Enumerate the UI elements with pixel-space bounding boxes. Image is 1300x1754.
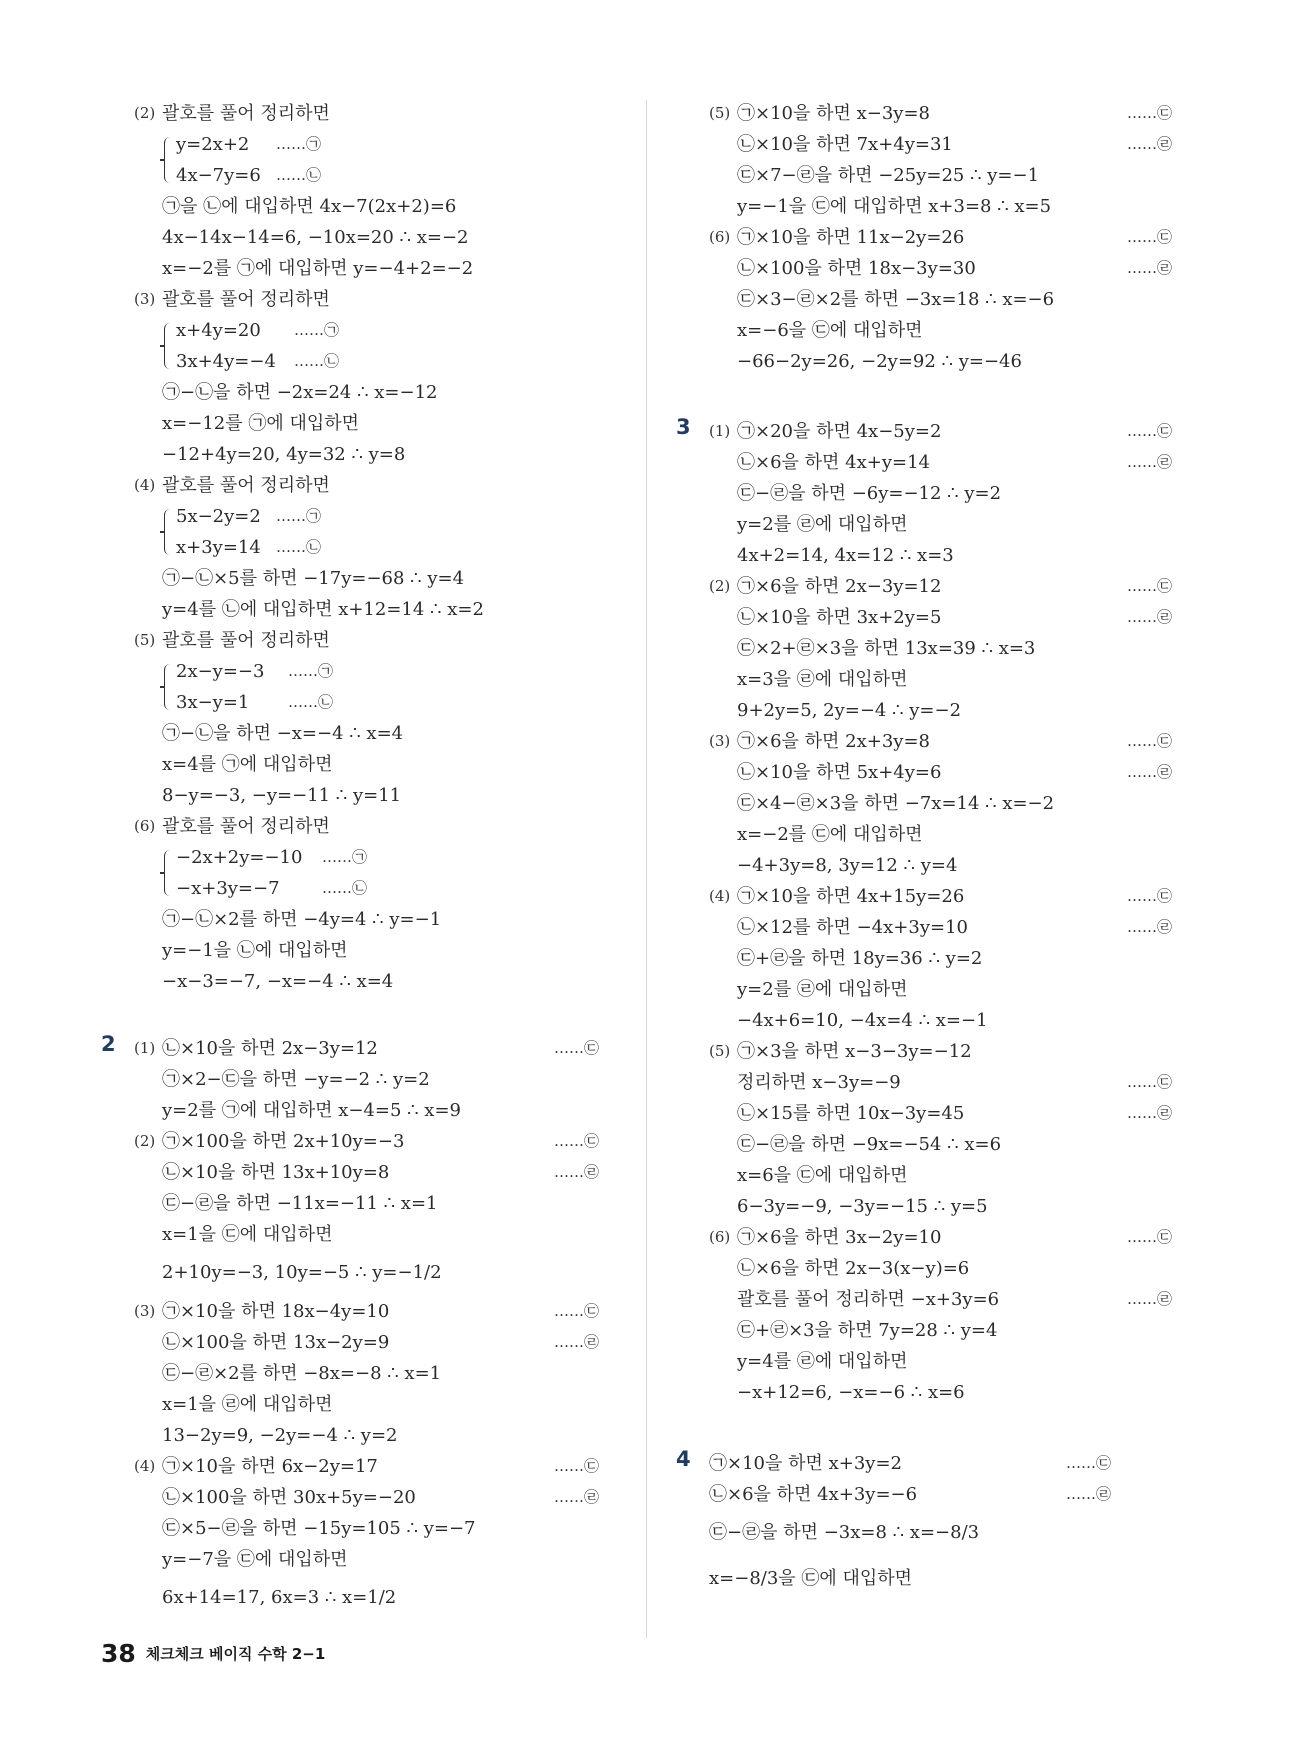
column-divider	[646, 100, 647, 1638]
sub-label: (4)	[709, 887, 731, 905]
sub-1	[101, 1033, 600, 1126]
equation-tag: ……㉠	[276, 507, 322, 525]
text-line: 8−y=−3, −y=−11 ∴ y=11	[162, 785, 402, 806]
text-line: 괄호를 풀어 정리하면 −x+3y=6 ……㉣	[737, 1284, 1116, 1315]
text-line: ㉠−㉡을 하면 −x=−4 ∴ x=4	[162, 723, 404, 744]
sub-3	[676, 726, 1173, 881]
text-line: ㉡×100을 하면 30x+5y=−20 ……㉣	[162, 1482, 571, 1513]
problem-number: 2	[101, 1032, 116, 1056]
sub-label: (5)	[709, 104, 731, 122]
equation-tag: ……㉣	[1127, 763, 1173, 781]
text-line: −x−3=−7, −x=−4 ∴ x=4	[162, 971, 394, 992]
sub-label: (1)	[709, 422, 731, 440]
sub-label: (5)	[709, 1042, 731, 1060]
problem-3	[676, 415, 1173, 1408]
equation-tag: ……㉣	[1127, 135, 1173, 153]
text-line: x=−12를 ㉠에 대입하면	[162, 413, 359, 434]
text-line: ㉡×6을 하면 4x+3y=−6 ……㉣	[709, 1479, 1116, 1510]
problem-1-continued	[101, 98, 571, 997]
problem-2-continued	[676, 98, 1173, 377]
text-line: ㉠×10을 하면 6x−2y=17 ……㉢	[162, 1451, 571, 1482]
text-line: y=2를 ㉣에 대입하면	[737, 514, 908, 535]
equation-tag: ……㉣	[554, 1488, 600, 1506]
equation-tag: ……㉣	[1127, 453, 1173, 471]
text-line: ㉢+㉣을 하면 18y=36 ∴ y=2	[737, 948, 983, 969]
text-line: ㉠×10을 하면 4x+15y=26 ……㉢	[737, 881, 1116, 912]
sub-label: (6)	[134, 817, 156, 835]
text-line: y=2를 ㉣에 대입하면	[737, 979, 908, 1000]
sub-3	[101, 284, 571, 470]
text-line: ㉠×100을 하면 2x+10y=−3 ……㉢	[162, 1126, 571, 1157]
equation-tag: ……㉢	[554, 1132, 600, 1150]
text-line: x=−2를 ㉢에 대입하면	[737, 824, 923, 845]
problem-number: 4	[676, 1447, 691, 1471]
book-title: 체크체크 베이직 수학 2−1	[145, 1645, 326, 1663]
page-footer	[101, 1639, 325, 1668]
text-line: 괄호를 풀어 정리하면	[162, 630, 330, 651]
text-line: ㉠−㉡×5를 하면 −17y=−68 ∴ y=4	[162, 568, 465, 589]
equation-tag: ……㉣	[1127, 259, 1173, 277]
equation-tag: ……㉢	[554, 1457, 600, 1475]
text-line: x=−8/3을 ㉢에 대입하면	[709, 1568, 913, 1589]
equation-2: −x+3y=−7 ……㉡	[164, 873, 571, 904]
text-line: ㉡×10을 하면 13x+10y=8 ……㉣	[162, 1157, 571, 1188]
sub-label: (3)	[709, 732, 731, 750]
text-line: ㉢+㉣×3을 하면 7y=28 ∴ y=4	[737, 1320, 998, 1341]
sub-2	[101, 1126, 600, 1296]
text-line: 6x+14=17, 6x=3 ∴ x=1/2	[162, 1587, 397, 1608]
equation-tag: ……㉠	[294, 321, 340, 339]
text-line: x=−2를 ㉠에 대입하면 y=−4+2=−2	[162, 258, 474, 279]
equation-tag: ……㉢	[1127, 1228, 1173, 1246]
text-line: ㉠×2−㉢을 하면 −y=−2 ∴ y=2	[162, 1069, 430, 1090]
text-line: ㉠−㉡×2를 하면 −4y=4 ∴ y=−1	[162, 909, 442, 930]
text-line: x=−6을 ㉢에 대입하면	[737, 320, 923, 341]
text-line: −4x+6=10, −4x=4 ∴ x=−1	[737, 1010, 988, 1031]
text-line: −66−2y=26, −2y=92 ∴ y=−46	[737, 351, 1022, 372]
text-line: ㉠×10을 하면 11x−2y=26 ……㉢	[737, 222, 1116, 253]
text-line: 4x−14x−14=6, −10x=20 ∴ x=−2	[162, 227, 469, 248]
text-line: ㉢−㉣×2를 하면 −8x=−8 ∴ x=1	[162, 1363, 442, 1384]
text-line: ㉢×2+㉣×3을 하면 13x=39 ∴ x=3	[737, 638, 1036, 659]
sub-label: (2)	[709, 577, 731, 595]
text-line: 13−2y=9, −2y=−4 ∴ y=2	[162, 1425, 398, 1446]
text-line: y=4를 ㉡에 대입하면 x+12=14 ∴ x=2	[162, 599, 484, 620]
equation-system	[164, 129, 571, 191]
sub-5	[676, 1036, 1173, 1222]
text-line: ㉢−㉣을 하면 −6y=−12 ∴ y=2	[737, 483, 1002, 504]
sub-4	[101, 470, 571, 625]
equation-tag: ……㉣	[554, 1333, 600, 1351]
equation-2: x+3y=14 ……㉡	[164, 532, 571, 563]
text-line: ㉠−㉡을 하면 −2x=24 ∴ x=−12	[162, 382, 438, 403]
equation-1: −2x+2y=−10 ……㉠	[164, 842, 571, 873]
text-line: ㉠×20을 하면 4x−5y=2 ……㉢	[737, 416, 1116, 447]
equation-tag: ……㉢	[1127, 732, 1173, 750]
text-line: ㉡×12를 하면 −4x+3y=10 ……㉣	[737, 912, 1116, 943]
text-line: ㉢−㉣을 하면 −3x=8 ∴ x=−8/3	[709, 1522, 980, 1543]
sub-4	[101, 1451, 600, 1621]
text-line: ㉢−㉣을 하면 −11x=−11 ∴ x=1	[162, 1193, 438, 1214]
sub-5	[101, 625, 571, 811]
text-line: ㉠을 ㉡에 대입하면 4x−7(2x+2)=6	[162, 196, 457, 217]
equation-tag: ……㉢	[1127, 228, 1173, 246]
text-line: ㉢×5−㉣을 하면 −15y=105 ∴ y=−7	[162, 1518, 476, 1539]
sub-5	[676, 98, 1173, 222]
sub-2	[101, 98, 571, 284]
sub-3	[101, 1296, 600, 1451]
equation-tag: ……㉢	[1127, 104, 1173, 122]
text-line: x=1을 ㉢에 대입하면	[162, 1224, 333, 1245]
equation-tag: ……㉡	[276, 538, 322, 556]
sub-label: (3)	[134, 1302, 156, 1320]
sub-6	[101, 811, 571, 997]
equation-tag: ……㉢	[554, 1302, 600, 1320]
text-line: ㉠×10을 하면 x+3y=2 ……㉢	[709, 1448, 1116, 1479]
text-line: 괄호를 풀어 정리하면	[162, 816, 330, 837]
equation-1: x+4y=20 ……㉠	[164, 315, 571, 346]
text-line: ㉡×100을 하면 18x−3y=30 ……㉣	[737, 253, 1116, 284]
text-line: ㉢×4−㉣×3을 하면 −7x=14 ∴ x=−2	[737, 793, 1055, 814]
sub-6	[676, 1222, 1173, 1408]
equation-tag: ……㉡	[294, 352, 340, 370]
sub-label: (4)	[134, 476, 156, 494]
text-line: −12+4y=20, 4y=32 ∴ y=8	[162, 444, 406, 465]
text-line: 6−3y=−9, −3y=−15 ∴ y=5	[737, 1196, 988, 1217]
equation-tag: ……㉡	[322, 879, 368, 897]
text-line: 4x+2=14, 4x=12 ∴ x=3	[737, 545, 954, 566]
text-line: 괄호를 풀어 정리하면	[162, 289, 330, 310]
text-line: ㉢×7−㉣을 하면 −25y=25 ∴ y=−1	[737, 165, 1040, 186]
text-line: ㉠×10을 하면 x−3y=8 ……㉢	[737, 98, 1116, 129]
equation-tag: ……㉣	[554, 1163, 600, 1181]
equation-tag: ……㉠	[276, 135, 322, 153]
text-line: ㉡×6을 하면 4x+y=14 ……㉣	[737, 447, 1116, 478]
text-line: y=2를 ㉠에 대입하면 x−4=5 ∴ x=9	[162, 1100, 461, 1121]
sub-6	[676, 222, 1173, 377]
equation-1: 2x−y=−3 ……㉠	[164, 656, 571, 687]
problem-4-body	[676, 1448, 1116, 1602]
equation-tag: ……㉣	[1127, 1104, 1173, 1122]
sub-label: (3)	[134, 290, 156, 308]
equation-tag: ……㉢	[1066, 1454, 1112, 1472]
text-line: −x+12=6, −x=−6 ∴ x=6	[737, 1382, 965, 1403]
equation-tag: ……㉢	[1127, 1073, 1173, 1091]
text-line: ㉠×6을 하면 2x+3y=8 ……㉢	[737, 726, 1116, 757]
text-line: x=6을 ㉢에 대입하면	[737, 1165, 908, 1186]
text-line: ㉢×3−㉣×2를 하면 −3x=18 ∴ x=−6	[737, 289, 1055, 310]
problem-4	[676, 1448, 1116, 1602]
text-line: y=4를 ㉣에 대입하면	[737, 1351, 908, 1372]
equation-tag: ……㉣	[1066, 1485, 1112, 1503]
page-number: 38	[101, 1639, 136, 1668]
equation-1: 5x−2y=2 ……㉠	[164, 501, 571, 532]
equation-1: y=2x+2 ……㉠	[164, 129, 571, 160]
equation-tag: ……㉢	[1127, 422, 1173, 440]
equation-tag: ……㉠	[322, 848, 368, 866]
equation-tag: ……㉣	[1127, 918, 1173, 936]
text-line: x=4를 ㉠에 대입하면	[162, 754, 333, 775]
text-line: x=3을 ㉣에 대입하면	[737, 669, 908, 690]
sub-1	[676, 416, 1173, 571]
text-line: 괄호를 풀어 정리하면	[162, 103, 330, 124]
equation-system	[164, 315, 571, 377]
text-line: ㉡×6을 하면 2x−3(x−y)=6	[737, 1258, 970, 1279]
equation-tag: ……㉢	[1127, 887, 1173, 905]
text-line: ㉡×100을 하면 13x−2y=9 ……㉣	[162, 1327, 571, 1358]
equation-tag: ……㉠	[288, 662, 334, 680]
equation-system	[164, 656, 571, 718]
equation-system	[164, 842, 571, 904]
text-line: 정리하면 x−3y=−9 ……㉢	[737, 1067, 1116, 1098]
text-line: ㉡×15를 하면 10x−3y=45 ……㉣	[737, 1098, 1116, 1129]
text-line: 2+10y=−3, 10y=−5 ∴ y=−1/2	[162, 1262, 442, 1283]
text-line: 괄호를 풀어 정리하면	[162, 475, 330, 496]
sub-label: (5)	[134, 631, 156, 649]
sub-label: (4)	[134, 1457, 156, 1475]
equation-tag: ……㉢	[554, 1039, 600, 1057]
equation-system	[164, 501, 571, 563]
equation-tag: ……㉣	[1127, 1290, 1173, 1308]
text-line: y=−1을 ㉢에 대입하면 x+3=8 ∴ x=5	[737, 196, 1052, 217]
text-line: ㉠×6을 하면 2x−3y=12 ……㉢	[737, 571, 1116, 602]
text-line: ㉡×10을 하면 3x+2y=5 ……㉣	[737, 602, 1116, 633]
sub-label: (1)	[134, 1039, 156, 1057]
text-line: y=−7을 ㉢에 대입하면	[162, 1549, 348, 1570]
equation-2: 4x−7y=6 ……㉡	[164, 160, 571, 191]
problem-2	[101, 1032, 600, 1621]
equation-2: 3x−y=1 ……㉡	[164, 687, 571, 718]
text-line: y=−1을 ㉡에 대입하면	[162, 940, 348, 961]
sub-label: (2)	[134, 104, 156, 122]
text-line: −4+3y=8, 3y=12 ∴ y=4	[737, 855, 958, 876]
text-line: ㉠×3을 하면 x−3−3y=−12	[737, 1041, 972, 1062]
right-column	[676, 98, 1173, 1602]
text-line: 9+2y=5, 2y=−4 ∴ y=−2	[737, 700, 962, 721]
text-line: ㉡×10을 하면 5x+4y=6 ……㉣	[737, 757, 1116, 788]
text-line: x=1을 ㉣에 대입하면	[162, 1394, 333, 1415]
text-line: ㉠×10을 하면 18x−4y=10 ……㉢	[162, 1296, 571, 1327]
equation-tag: ……㉡	[276, 166, 322, 184]
text-line: ㉡×10을 하면 2x−3y=12 ……㉢	[162, 1033, 571, 1064]
equation-tag: ……㉢	[1127, 577, 1173, 595]
sub-label: (6)	[709, 1228, 731, 1246]
equation-2: 3x+4y=−4 ……㉡	[164, 346, 571, 377]
left-column	[101, 98, 600, 1621]
sub-label: (2)	[134, 1132, 156, 1150]
text-line: ㉡×10을 하면 7x+4y=31 ……㉣	[737, 129, 1116, 160]
equation-tag: ……㉡	[288, 693, 334, 711]
text-line: ㉢−㉣을 하면 −9x=−54 ∴ x=6	[737, 1134, 1002, 1155]
problem-number: 3	[676, 415, 691, 439]
text-line: ㉠×6을 하면 3x−2y=10 ……㉢	[737, 1222, 1116, 1253]
sub-label: (6)	[709, 228, 731, 246]
equation-tag: ……㉣	[1127, 608, 1173, 626]
sub-4	[676, 881, 1173, 1036]
sub-2	[676, 571, 1173, 726]
